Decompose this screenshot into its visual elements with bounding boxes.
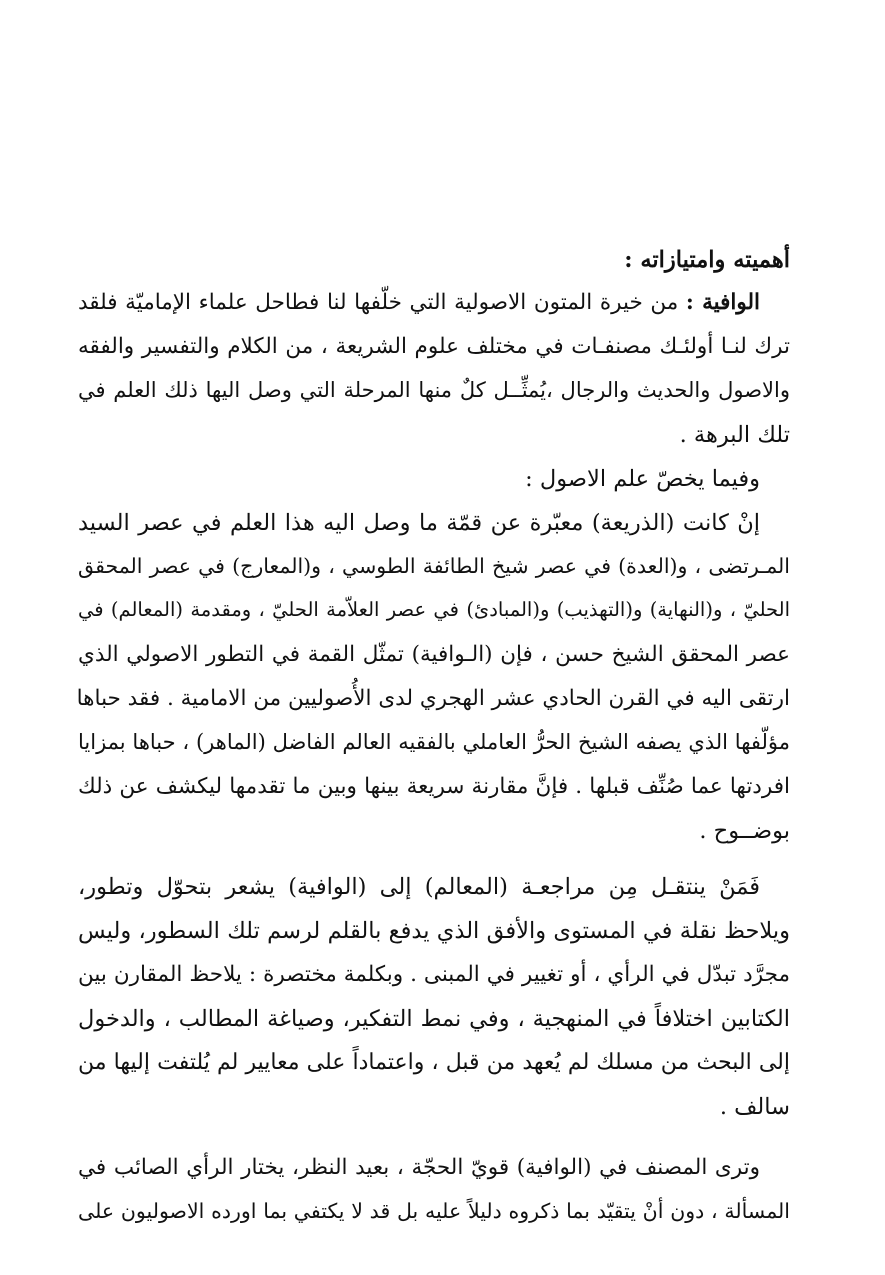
paragraph-1-line-1-text: من خيرة المتون الاصولية التي خلّفها لنا فطاحل علماء الإماميّة فلقد — [78, 290, 679, 315]
paragraph-3-line-2: المـرتضى ، و(العدة) في عصر شيخ الطائفة الطوسي ، و(المعارج) في عصر المحقق — [78, 554, 790, 578]
paragraph-4-line-1: فَمَنْ ينتقـل مِن مراجعـة (المعالم) إلى (الوافية) يشعر بتحوّل وتطور، — [78, 874, 760, 900]
paragraph-4-line-4: الكتابين اختلافاً في المنهجية ، وفي نمط التفكير، وصياغة المطالب ، والدخول — [78, 1006, 790, 1032]
paragraph-3-line-1: إنْ كانت (الذريعة) معبّرة عن قمّة ما وصل اليه هذا العلم في عصر السيد — [78, 510, 760, 536]
section-heading: أهميته وامتيازاته : — [624, 247, 790, 273]
paragraph-5-line-1: وترى المصنف في (الوافية) قويّ الحجّة ، بعيد النظر، يختار الرأي الصائب في — [78, 1155, 760, 1180]
paragraph-1-line-1 — [78, 292, 760, 314]
paragraph-3-line-7: افردتها عما صُنِّف قبلها . فإنَّ مقارنة سريعة بينها وبين ما تقدمها ليكشف عن ذلك — [78, 774, 790, 799]
paragraph-3-line-4: عصر المحقق الشيخ حسن ، فإن (الـوافية) تمثّل القمة في التطور الاصولي الذي — [78, 642, 790, 667]
paragraph-3-line-6: مؤلّفها الذي يصفه الشيخ الحرُّ العاملي بالفقيه العالم الفاضل (الماهر) ، حباها بمزايا — [78, 730, 790, 754]
paragraph-1-line-3: والاصول والحديث والرجال ،يُمثِّــل كلٌ منها المرحلة التي وصل اليها ذلك العلم في — [78, 378, 790, 402]
paragraph-5-line-2: المسألة ، دون أنْ يتقيّد بما ذكروه دليلاً عليه بل قد لا يكتفي بما اورده الاصوليون على — [78, 1199, 790, 1223]
paragraph-4-line-3: مجرَّد تبدّل في الرأي ، أو تغيير في المبنى . وبكلمة مختصرة : يلاحظ المقارن بين — [78, 962, 790, 987]
paragraph-2-line-1: وفيما يخصّ علم الاصول : — [525, 466, 760, 492]
lead-term: الوافية : — [685, 290, 760, 315]
paragraph-4-line-5: إلى البحث من مسلك لم يُعهد من قبل ، واعتماداً على معايير لم يُلتفت إليها من — [78, 1050, 790, 1075]
paragraph-4-line-6: سالف . — [719, 1094, 790, 1120]
paragraph-1-line-2: ترك لنـا أولئـك مصنفـات في مختلف علوم الشريعة ، من الكلام والتفسير والفقه — [78, 334, 790, 359]
paragraph-4-line-2: ويلاحظ نقلة في المستوى والأفق الذي يدفع بالقلم لرسم تلك السطور، وليس — [78, 918, 790, 944]
paragraph-1-line-4: تلك البرهة . — [679, 422, 790, 448]
paragraph-3-line-3: الحليّ ، و(النهاية) و(التهذيب) و(المبادئ) في عصر العلاّمة الحليّ ، ومقدمة (المعالم) في — [78, 598, 790, 621]
paragraph-3-line-5: ارتقى اليه في القرن الحادي عشر الهجري لدى الأُصوليين من الامامية . فقد حباها — [76, 686, 790, 711]
paragraph-3-line-8: بوضــوح . — [699, 818, 790, 844]
